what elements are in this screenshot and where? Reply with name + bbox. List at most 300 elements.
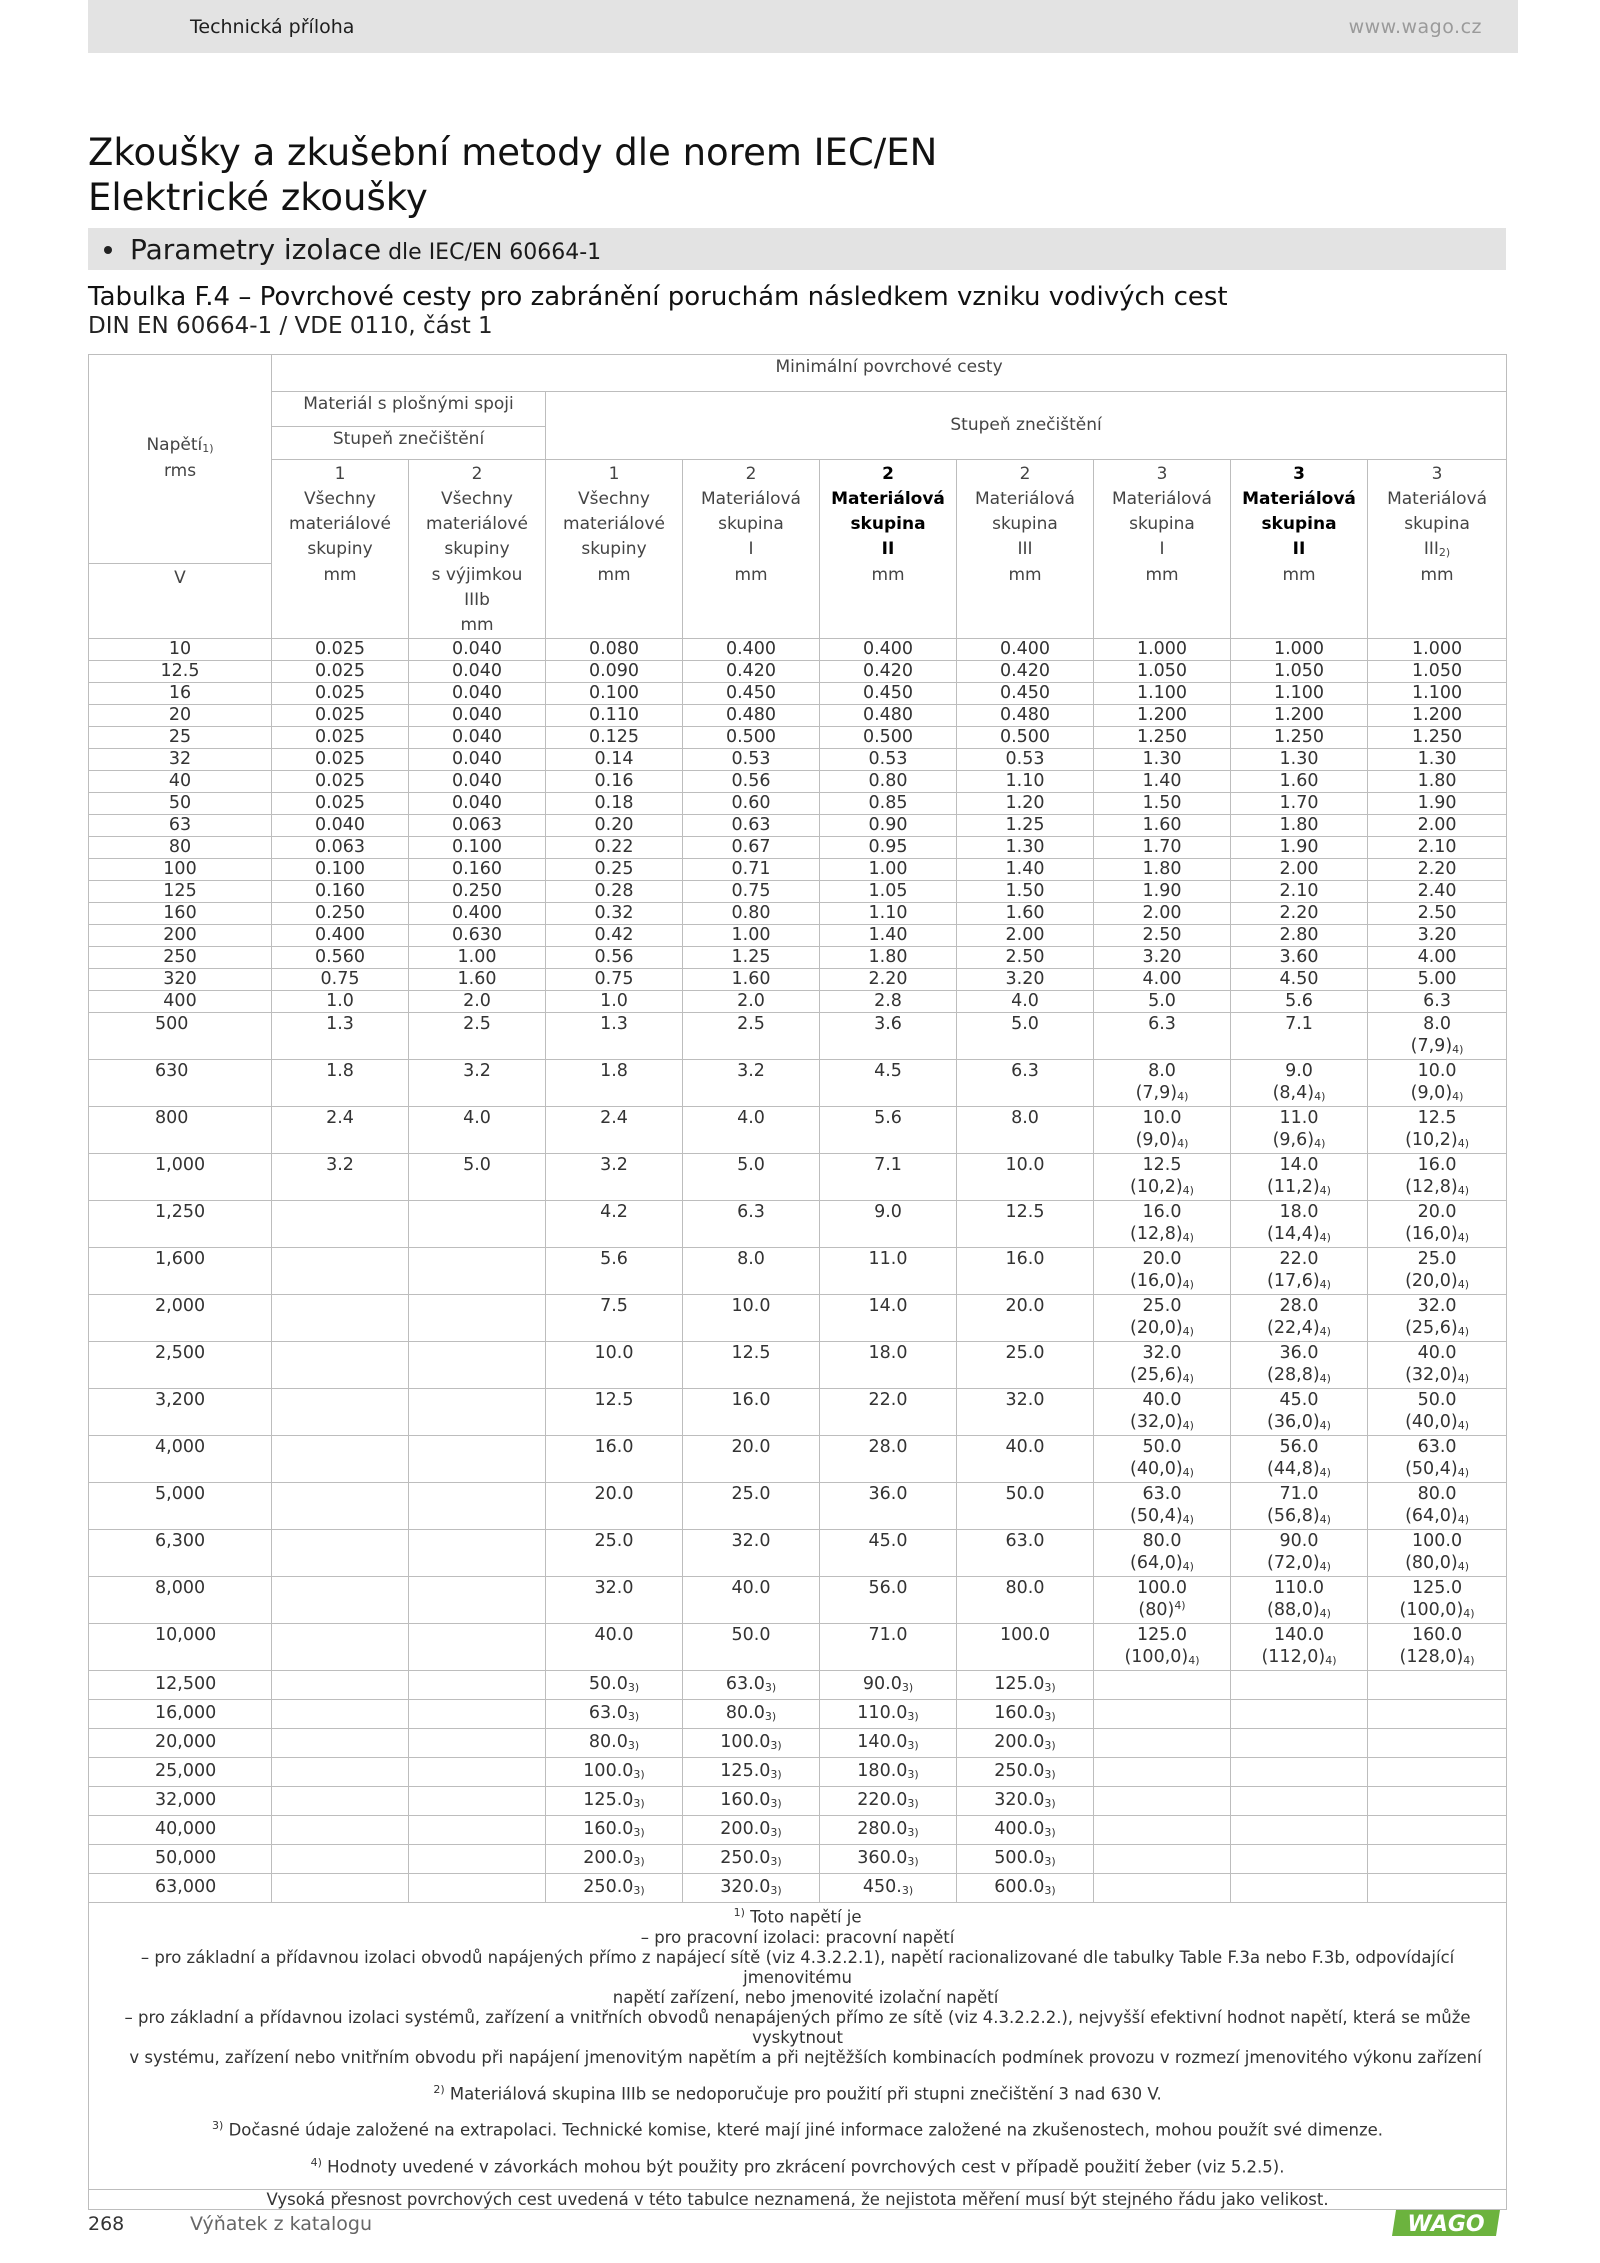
value-main: 3.2 bbox=[600, 1155, 628, 1175]
footnote-mark: 4) bbox=[1182, 1466, 1194, 1479]
value-cell bbox=[820, 1483, 957, 1530]
column-group-line2: materiálové bbox=[563, 514, 665, 534]
value-cell bbox=[820, 1845, 957, 1874]
value-cell bbox=[683, 1248, 820, 1295]
value-cell bbox=[546, 1530, 683, 1577]
footnote-mark: 4) bbox=[1463, 1607, 1475, 1620]
value-cell bbox=[683, 1530, 820, 1577]
column-header-4 bbox=[683, 460, 820, 564]
value-cell bbox=[546, 1295, 683, 1342]
value-alt bbox=[1094, 1552, 1230, 1576]
table-row bbox=[89, 1816, 1507, 1845]
column-group-line3 bbox=[957, 537, 1093, 562]
creepage-table bbox=[88, 354, 1507, 2210]
value-cell bbox=[409, 1295, 546, 1342]
value-cell bbox=[1231, 1342, 1368, 1389]
value-main: 6.3 bbox=[737, 1202, 765, 1222]
empty-cell bbox=[409, 1845, 546, 1874]
value-main: 12.5 bbox=[1417, 1108, 1457, 1128]
value-cell: 0.040 bbox=[272, 815, 409, 837]
value-alt-text: (20,0) bbox=[1405, 1271, 1458, 1291]
column-group-line2: skupina bbox=[718, 514, 784, 534]
value-alt bbox=[1094, 1505, 1230, 1529]
value-main: 25.0 bbox=[731, 1484, 771, 1504]
value-cell: 2.10 bbox=[1231, 881, 1368, 903]
value-cell: 2.50 bbox=[1094, 925, 1231, 947]
value-main: 25.0 bbox=[1142, 1296, 1182, 1316]
footnote-mark: 4) bbox=[1325, 1654, 1337, 1667]
value-cell: 0.040 bbox=[409, 661, 546, 683]
column-group-number: I bbox=[748, 539, 754, 559]
value-main: 12.5 bbox=[594, 1390, 634, 1410]
value-main: 20.0 bbox=[1142, 1249, 1182, 1269]
empty-cell bbox=[272, 1816, 409, 1845]
value-cell: 0.32 bbox=[546, 903, 683, 925]
value-cell: 0.85 bbox=[820, 793, 957, 815]
value-cell bbox=[1094, 1013, 1231, 1060]
value-main: 160.0 bbox=[583, 1819, 634, 1839]
value-main: 18.0 bbox=[1279, 1202, 1319, 1222]
footnote-mark: 3) bbox=[770, 1855, 782, 1868]
empty-cell bbox=[1094, 1845, 1231, 1874]
value-cell: 1.050 bbox=[1094, 661, 1231, 683]
table-row bbox=[89, 1787, 1507, 1816]
table-row bbox=[89, 1060, 1507, 1107]
footnote-mark: 3) bbox=[627, 1710, 640, 1723]
footnote-mark: 3) bbox=[633, 1797, 645, 1810]
footnote-2-text: Materiálová skupina IIIb se nedoporučuje pro použití při stupni znečištění 3 nad 630 V. bbox=[444, 2084, 1162, 2103]
voltage-cell: 40,000 bbox=[89, 1816, 272, 1845]
value-cell: 1.30 bbox=[1368, 749, 1507, 771]
value-cell: 0.025 bbox=[272, 727, 409, 749]
value-cell bbox=[820, 1816, 957, 1845]
value-alt bbox=[1231, 1270, 1367, 1294]
value-cell: 0.025 bbox=[272, 683, 409, 705]
value-cell: 0.080 bbox=[546, 639, 683, 661]
value-cell bbox=[409, 1389, 546, 1436]
column-group-line2: materiálové bbox=[289, 514, 391, 534]
footnote-mark: 4) bbox=[1319, 1560, 1331, 1573]
value-cell: 0.025 bbox=[272, 661, 409, 683]
column-pollution-degree: 1 bbox=[608, 464, 620, 484]
value-cell: 2.0 bbox=[409, 991, 546, 1013]
table-row bbox=[89, 1248, 1507, 1295]
value-main: 10.0 bbox=[1142, 1108, 1182, 1128]
value-main: 9.0 bbox=[874, 1202, 902, 1222]
value-cell: 1.05 bbox=[820, 881, 957, 903]
value-cell: 1.200 bbox=[1231, 705, 1368, 727]
value-cell bbox=[957, 1295, 1094, 1342]
value-cell: 0.28 bbox=[546, 881, 683, 903]
unit-col2-line3: mm bbox=[460, 615, 494, 635]
value-alt bbox=[1231, 1411, 1367, 1435]
value-cell: 0.040 bbox=[409, 705, 546, 727]
value-alt-text: (12,8) bbox=[1130, 1224, 1183, 1244]
value-cell bbox=[957, 1342, 1094, 1389]
value-cell bbox=[546, 1436, 683, 1483]
column-group-line3 bbox=[272, 537, 408, 562]
empty-cell bbox=[409, 1816, 546, 1845]
value-alt-text: (36,0) bbox=[1267, 1412, 1320, 1432]
value-main: 8.0 bbox=[1148, 1061, 1176, 1081]
value-cell bbox=[683, 1342, 820, 1389]
value-main: 28.0 bbox=[1279, 1296, 1319, 1316]
value-main: 40.0 bbox=[594, 1625, 634, 1645]
value-cell: 1.25 bbox=[957, 815, 1094, 837]
voltage-cell: 3,200 bbox=[89, 1389, 272, 1436]
value-main: 4.0 bbox=[737, 1108, 765, 1128]
value-main: 180.0 bbox=[857, 1761, 908, 1781]
value-main: 280.0 bbox=[857, 1819, 908, 1839]
footnote-mark: 3) bbox=[1044, 1797, 1056, 1810]
value-cell bbox=[1368, 1436, 1507, 1483]
value-cell bbox=[1094, 1577, 1231, 1624]
value-cell bbox=[957, 1013, 1094, 1060]
unit-col3: mm bbox=[546, 563, 683, 639]
footnote-mark: 4) bbox=[1457, 1560, 1470, 1573]
unit-col6: mm bbox=[957, 563, 1094, 639]
empty-cell bbox=[409, 1729, 546, 1758]
value-cell bbox=[409, 1201, 546, 1248]
column-group-line3 bbox=[820, 537, 956, 562]
footnote-mark: 3) bbox=[1044, 1739, 1056, 1752]
column-group-number: skupiny bbox=[444, 539, 510, 559]
column-group-number: skupiny bbox=[581, 539, 647, 559]
footnote-mark: 4) bbox=[1314, 1137, 1326, 1150]
table-row bbox=[89, 1758, 1507, 1787]
voltage-cell: 32,000 bbox=[89, 1787, 272, 1816]
column-group-line1: Materiálová bbox=[1112, 489, 1212, 509]
site-url[interactable]: www.wago.cz bbox=[1348, 16, 1482, 38]
voltage-cell: 25 bbox=[89, 727, 272, 749]
value-cell bbox=[820, 1758, 957, 1787]
value-cell bbox=[683, 1013, 820, 1060]
value-cell: 0.16 bbox=[546, 771, 683, 793]
pollution-degree-header-b: Stupeň znečištění bbox=[546, 392, 1507, 460]
footnote-mark: 4) bbox=[1188, 1654, 1200, 1667]
empty-cell bbox=[1368, 1874, 1507, 1903]
value-cell bbox=[957, 1436, 1094, 1483]
value-main: 56.0 bbox=[868, 1578, 908, 1598]
voltage-cell: 125 bbox=[89, 881, 272, 903]
value-cell: 1.100 bbox=[1231, 683, 1368, 705]
column-group-line1: Materiálová bbox=[1387, 489, 1488, 509]
bullet-icon bbox=[104, 246, 112, 254]
empty-cell bbox=[409, 1787, 546, 1816]
column-pollution-degree: 3 bbox=[1293, 464, 1305, 484]
value-cell: 1.60 bbox=[1231, 771, 1368, 793]
value-alt bbox=[1231, 1364, 1367, 1388]
empty-cell bbox=[1231, 1700, 1368, 1729]
pollution-degree-header-a: Stupeň znečištění bbox=[272, 427, 546, 460]
pcb-material-header: Materiál s plošnými spoji bbox=[272, 392, 546, 427]
value-alt bbox=[1368, 1270, 1506, 1294]
value-cell: 2.20 bbox=[820, 969, 957, 991]
voltage-cell: 500 bbox=[89, 1013, 272, 1060]
table-row bbox=[89, 1530, 1507, 1577]
value-cell: 0.56 bbox=[546, 947, 683, 969]
value-main: 320.0 bbox=[720, 1877, 771, 1897]
value-cell bbox=[957, 1787, 1094, 1816]
footnote-mark: 4) bbox=[1457, 1466, 1470, 1479]
value-main: 4.5 bbox=[874, 1061, 902, 1081]
value-cell: 0.100 bbox=[409, 837, 546, 859]
value-alt-text: (10,2) bbox=[1130, 1177, 1183, 1197]
title-line-1: Zkoušky a zkušební metody dle norem IEC/EN bbox=[88, 131, 938, 174]
footnote-mark: 4) bbox=[1452, 1090, 1464, 1103]
table-row bbox=[89, 661, 1507, 683]
value-cell bbox=[820, 1729, 957, 1758]
value-cell bbox=[1368, 1389, 1507, 1436]
value-main: 14.0 bbox=[1279, 1155, 1319, 1175]
value-main: 1.3 bbox=[600, 1014, 628, 1034]
value-alt bbox=[1368, 1458, 1506, 1482]
value-main: 7.1 bbox=[874, 1155, 902, 1175]
footnote-mark: 3) bbox=[907, 1710, 919, 1723]
footnote-mark: 4) bbox=[1319, 1231, 1331, 1244]
value-cell bbox=[1094, 1624, 1231, 1671]
value-cell bbox=[1231, 1248, 1368, 1295]
column-group-number: III bbox=[1423, 539, 1439, 559]
value-cell: 0.063 bbox=[409, 815, 546, 837]
value-cell: 0.040 bbox=[409, 727, 546, 749]
value-cell bbox=[957, 1624, 1094, 1671]
value-cell bbox=[1368, 1060, 1507, 1107]
footnote-mark: 3) bbox=[1044, 1884, 1056, 1897]
value-cell: 1.0 bbox=[272, 991, 409, 1013]
value-alt bbox=[1368, 1223, 1506, 1247]
value-alt-text: (28,8) bbox=[1267, 1365, 1320, 1385]
footnote-mark: 4) bbox=[1452, 1043, 1464, 1056]
footnote-mark: 4) bbox=[1314, 1090, 1326, 1103]
value-cell: 0.160 bbox=[409, 859, 546, 881]
value-cell: 2.00 bbox=[1231, 859, 1368, 881]
table-row bbox=[89, 1700, 1507, 1729]
voltage-cell: 320 bbox=[89, 969, 272, 991]
value-cell bbox=[1094, 1154, 1231, 1201]
value-alt bbox=[1231, 1458, 1367, 1482]
column-header-2 bbox=[409, 460, 546, 564]
value-cell: 0.560 bbox=[272, 947, 409, 969]
value-cell bbox=[272, 1577, 409, 1624]
column-pollution-degree: 2 bbox=[882, 464, 894, 484]
value-cell bbox=[957, 1700, 1094, 1729]
footnote-mark: 3) bbox=[633, 1884, 645, 1897]
column-group-number: I bbox=[1159, 539, 1165, 559]
value-main: 1.8 bbox=[326, 1061, 354, 1081]
value-cell: 1.60 bbox=[1094, 815, 1231, 837]
table-row bbox=[89, 859, 1507, 881]
value-cell bbox=[683, 1060, 820, 1107]
value-main: 600.0 bbox=[994, 1877, 1045, 1897]
value-main: 80.0 bbox=[1142, 1531, 1182, 1551]
value-cell bbox=[1368, 1013, 1507, 1060]
value-main: 2.5 bbox=[463, 1014, 491, 1034]
value-cell: 1.30 bbox=[957, 837, 1094, 859]
column-header-6 bbox=[957, 460, 1094, 564]
value-alt bbox=[1231, 1505, 1367, 1529]
value-main: 5.6 bbox=[600, 1249, 628, 1269]
value-main: 100.0 bbox=[720, 1732, 771, 1752]
value-cell bbox=[683, 1201, 820, 1248]
value-cell bbox=[546, 1758, 683, 1787]
column-header-3 bbox=[546, 460, 683, 564]
footnote-mark: 3) bbox=[901, 1884, 914, 1897]
footnote-mark: 4) bbox=[1174, 1599, 1186, 1612]
value-alt bbox=[1368, 1411, 1506, 1435]
value-alt-text: (50,4) bbox=[1130, 1506, 1183, 1526]
footnote-mark: 4) bbox=[1319, 1278, 1331, 1291]
value-main: 45.0 bbox=[868, 1531, 908, 1551]
table-row bbox=[89, 947, 1507, 969]
column-pollution-degree: 2 bbox=[471, 464, 483, 484]
voltage-cell: 200 bbox=[89, 925, 272, 947]
value-alt-text: (12,8) bbox=[1405, 1177, 1458, 1197]
rms-label: rms bbox=[163, 461, 197, 482]
value-main: 32.0 bbox=[1417, 1296, 1457, 1316]
column-pollution-degree: 2 bbox=[745, 464, 757, 484]
value-main: 32.0 bbox=[1005, 1390, 1045, 1410]
value-cell: 0.040 bbox=[409, 771, 546, 793]
value-alt-text: (40,0) bbox=[1405, 1412, 1458, 1432]
table-row bbox=[89, 793, 1507, 815]
value-cell: 0.450 bbox=[683, 683, 820, 705]
footnote-mark: 3) bbox=[907, 1855, 919, 1868]
value-cell: 3.60 bbox=[1231, 947, 1368, 969]
value-cell: 0.75 bbox=[272, 969, 409, 991]
value-cell bbox=[409, 1107, 546, 1154]
value-cell: 1.100 bbox=[1368, 683, 1507, 705]
value-main: 22.0 bbox=[868, 1390, 908, 1410]
value-main: 450. bbox=[862, 1877, 902, 1897]
value-main: 80.0 bbox=[725, 1703, 765, 1723]
column-pollution-degree: 3 bbox=[1431, 464, 1443, 484]
column-group-line1: Všechny bbox=[441, 489, 513, 509]
value-main: 110.0 bbox=[857, 1703, 908, 1723]
footnote-mark: 4) bbox=[1182, 1372, 1194, 1385]
value-cell bbox=[820, 1248, 957, 1295]
value-alt bbox=[1231, 1223, 1367, 1247]
value-alt-text: (72,0) bbox=[1267, 1553, 1320, 1573]
value-cell bbox=[272, 1060, 409, 1107]
value-cell: 0.040 bbox=[409, 639, 546, 661]
value-cell bbox=[683, 1671, 820, 1700]
voltage-cell: 250 bbox=[89, 947, 272, 969]
table-row bbox=[89, 1342, 1507, 1389]
value-cell: 2.00 bbox=[957, 925, 1094, 947]
footnote-4-text: Hodnoty uvedené v závorkách mohou být použity pro zkrácení povrchových cest v případě použití žeber (viz 5.2.5). bbox=[321, 2157, 1285, 2176]
table-row bbox=[89, 1436, 1507, 1483]
bullet-heading bbox=[130, 233, 601, 266]
value-cell bbox=[820, 1342, 957, 1389]
voltage-cell: 4,000 bbox=[89, 1436, 272, 1483]
footnote-mark: 3) bbox=[770, 1797, 782, 1810]
catalog-label: Výňatek z katalogu bbox=[190, 2213, 373, 2235]
value-cell bbox=[546, 1787, 683, 1816]
voltage-cell: 10,000 bbox=[89, 1624, 272, 1671]
value-cell bbox=[683, 1729, 820, 1758]
value-cell: 2.8 bbox=[820, 991, 957, 1013]
value-main: 125.0 bbox=[720, 1761, 771, 1781]
unit-col1: mm bbox=[272, 563, 409, 639]
footnote-mark: 4) bbox=[310, 2155, 322, 2169]
section-title: Technická příloha bbox=[190, 16, 355, 38]
value-main: 80.0 bbox=[1005, 1578, 1045, 1598]
value-alt bbox=[1094, 1364, 1230, 1388]
value-cell bbox=[820, 1107, 957, 1154]
value-main: 25.0 bbox=[594, 1531, 634, 1551]
min-creepage-header: Minimální povrchové cesty bbox=[272, 355, 1507, 392]
value-cell: 1.30 bbox=[1094, 749, 1231, 771]
value-main: 7.5 bbox=[600, 1296, 628, 1316]
value-alt bbox=[1094, 1176, 1230, 1200]
value-cell: 1.00 bbox=[409, 947, 546, 969]
value-alt-text: (14,4) bbox=[1267, 1224, 1320, 1244]
value-cell: 0.18 bbox=[546, 793, 683, 815]
empty-cell bbox=[272, 1671, 409, 1700]
value-cell: 2.50 bbox=[957, 947, 1094, 969]
value-cell bbox=[1231, 1483, 1368, 1530]
value-cell bbox=[546, 1874, 683, 1903]
table-row bbox=[89, 1201, 1507, 1248]
voltage-label: Napětí bbox=[146, 435, 203, 456]
value-cell bbox=[1231, 1060, 1368, 1107]
value-main: 16.0 bbox=[731, 1390, 771, 1410]
unit-col2-line1: s výjimkou bbox=[431, 565, 523, 585]
value-main: 100.0 bbox=[1136, 1578, 1188, 1598]
column-group-line1: Všechny bbox=[578, 489, 650, 509]
column-group-line1: Materiálová bbox=[975, 489, 1075, 509]
value-cell: 1.60 bbox=[957, 903, 1094, 925]
value-main: 16.0 bbox=[1142, 1202, 1182, 1222]
value-main: 200.0 bbox=[583, 1848, 634, 1868]
value-main: 10.0 bbox=[594, 1343, 634, 1363]
value-main: 25.0 bbox=[1417, 1249, 1457, 1269]
value-cell bbox=[820, 1700, 957, 1729]
empty-cell bbox=[1368, 1816, 1507, 1845]
value-main: 360.0 bbox=[857, 1848, 908, 1868]
value-cell bbox=[957, 1483, 1094, 1530]
voltage-cell: 800 bbox=[89, 1107, 272, 1154]
value-cell: 0.500 bbox=[820, 727, 957, 749]
value-main: 125.0 bbox=[583, 1790, 634, 1810]
value-cell bbox=[683, 1154, 820, 1201]
value-cell bbox=[546, 1577, 683, 1624]
value-cell bbox=[546, 1013, 683, 1060]
value-cell: 0.160 bbox=[272, 881, 409, 903]
value-alt bbox=[1094, 1411, 1230, 1435]
column-group-line3 bbox=[1368, 537, 1506, 563]
empty-cell bbox=[409, 1874, 546, 1903]
value-main: 100.0 bbox=[999, 1625, 1051, 1645]
value-cell: 1.250 bbox=[1368, 727, 1507, 749]
value-cell bbox=[683, 1436, 820, 1483]
footnote-mark: 4) bbox=[1319, 1372, 1331, 1385]
value-main: 56.0 bbox=[1279, 1437, 1319, 1457]
value-cell bbox=[820, 1874, 957, 1903]
voltage-header bbox=[89, 355, 272, 564]
value-cell bbox=[546, 1248, 683, 1295]
value-main: 7.1 bbox=[1285, 1014, 1313, 1034]
empty-cell bbox=[272, 1758, 409, 1787]
value-cell bbox=[1368, 1295, 1507, 1342]
value-cell bbox=[683, 1758, 820, 1787]
footnote-mark: 4) bbox=[1457, 1513, 1470, 1526]
table-row bbox=[89, 991, 1507, 1013]
value-cell bbox=[409, 1436, 546, 1483]
value-alt-text: (32,0) bbox=[1405, 1365, 1458, 1385]
value-main: 125.0 bbox=[1412, 1578, 1463, 1598]
